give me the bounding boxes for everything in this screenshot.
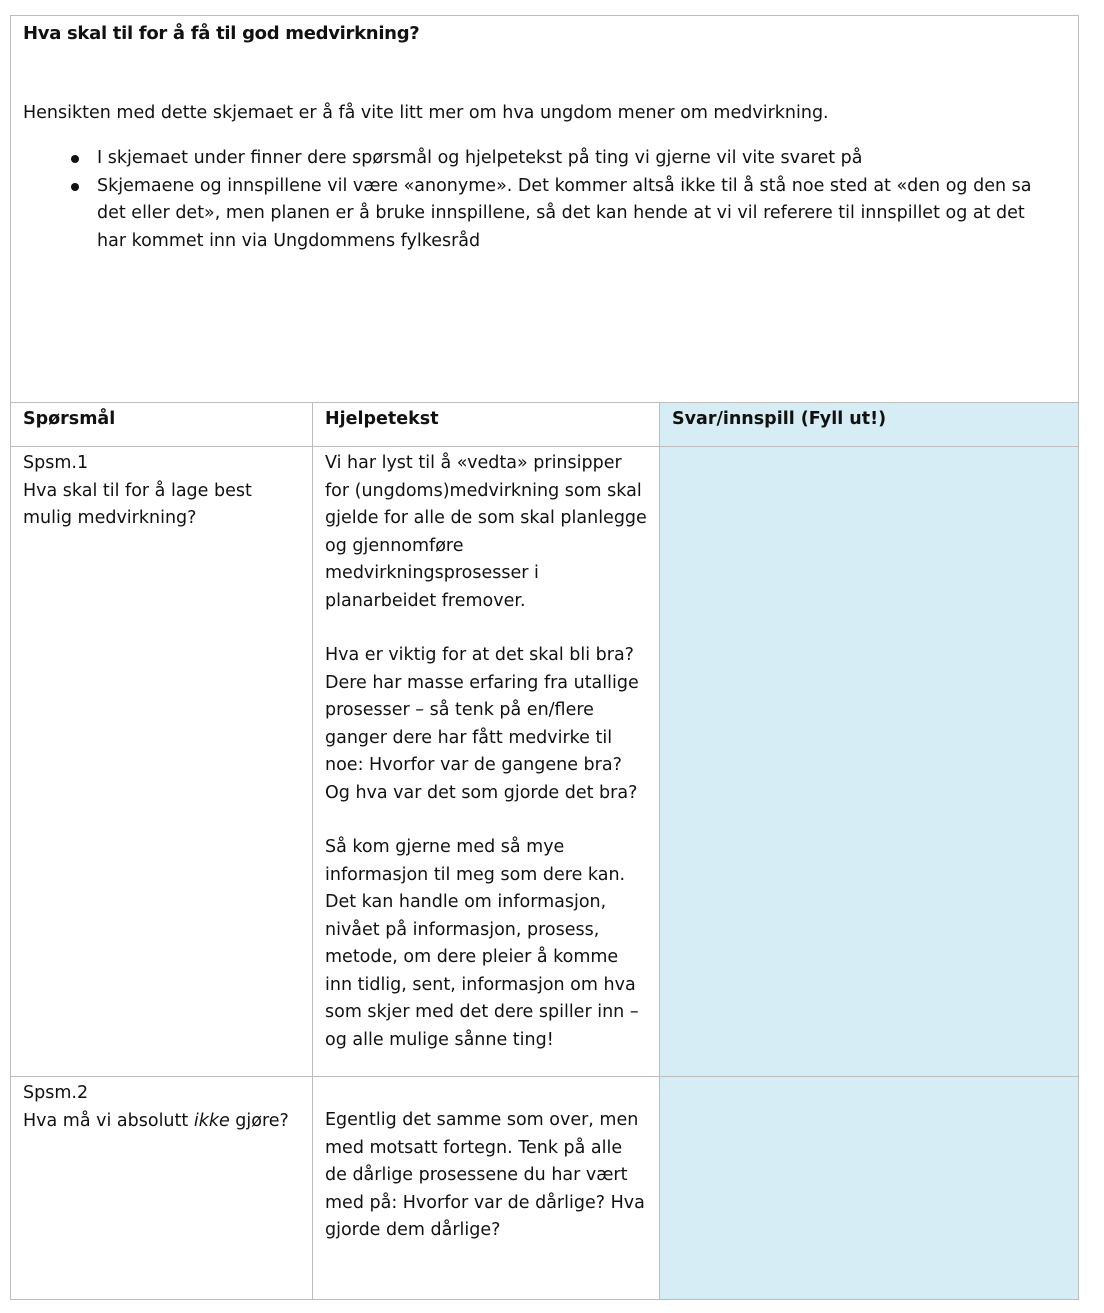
help-paragraph: Hva er viktig for at det skal bli bra? Dere har masse erfaring fra utallige prosesser – så tenk på en/flere ganger dere har fått medvirke til noe: Hvorfor var de gangene bra? Og hva var det som gjorde det bra? [325,645,639,803]
answer-text[interactable] [660,1077,1078,1080]
intro-section [11,16,1079,403]
table-row [11,1077,1079,1300]
question-label: Spsm.1 [23,453,89,473]
bullet-icon [71,183,79,191]
header-help: Hjelpetekst [313,403,660,447]
question-text: Hva må vi absolutt ikke gjøre? [23,1110,289,1131]
bullet-text: I skjemaet under finner dere spørsmål og hjelpetekst på ting vi gjerne vil vite svaret på [97,148,863,168]
help-paragraph: Så kom gjerne med så mye informasjon til meg som dere kan. Det kan handle om informasjon, nivået på informasjon, prosess, metode, om dere pleier å komme inn tidlig, sent, informasjon om hva som skjer med det dere spiller inn – og alle mulige sånne ting! [325,837,639,1050]
bullet-item [23,145,1078,173]
form-heading: Hva skal til for å få til god medvirkning? [23,23,420,44]
info-bullet-list [23,145,1078,255]
feedback-form-table [10,15,1079,1300]
bullet-icon [71,155,79,163]
emphasis-text: ikke [193,1110,230,1131]
table-row [11,447,1079,1077]
purpose-text: Hensikten med dette skjemaet er å få vite litt mer om hva ungdom mener om medvirkning. [23,102,829,123]
header-question: Spørsmål [11,403,313,447]
question-label: Spsm.2 [23,1083,89,1103]
question-text: Hva skal til for å lage best mulig medvirkning? [23,480,252,528]
table-header-row [11,403,1079,447]
question-cell [11,1077,313,1300]
answer-cell[interactable] [660,1077,1079,1300]
header-answer: Svar/innspill (Fyll ut!) [660,403,1079,447]
answer-cell[interactable] [660,447,1079,1077]
help-paragraph: Egentlig det samme som over, men med motsatt fortegn. Tenk på alle de dårlige prosessene du har vært med på: Hvorfor var de dårlige? Hva gjorde dem dårlige? [325,1110,645,1240]
bullet-item [23,173,1078,256]
answer-text[interactable] [660,447,1078,450]
help-cell [313,1077,660,1300]
bullet-text: Skjemaene og innspillene vil være «anonyme». Det kommer altså ikke til å stå noe sted at «den og den sa det eller det», men planen er å bruke innspillene, så det kan hende at vi vil referere til innspillet og at det har kommet inn via Ungdommens fylkesråd [97,175,1032,251]
question-cell [11,447,313,1077]
help-paragraph: Vi har lyst til å «vedta» prinsipper for (ungdoms)medvirkning som skal gjelde for alle de som skal planlegge og gjennomføre medvirkningsprosesser i planarbeidet fremover. [325,453,647,611]
help-cell [313,447,660,1077]
